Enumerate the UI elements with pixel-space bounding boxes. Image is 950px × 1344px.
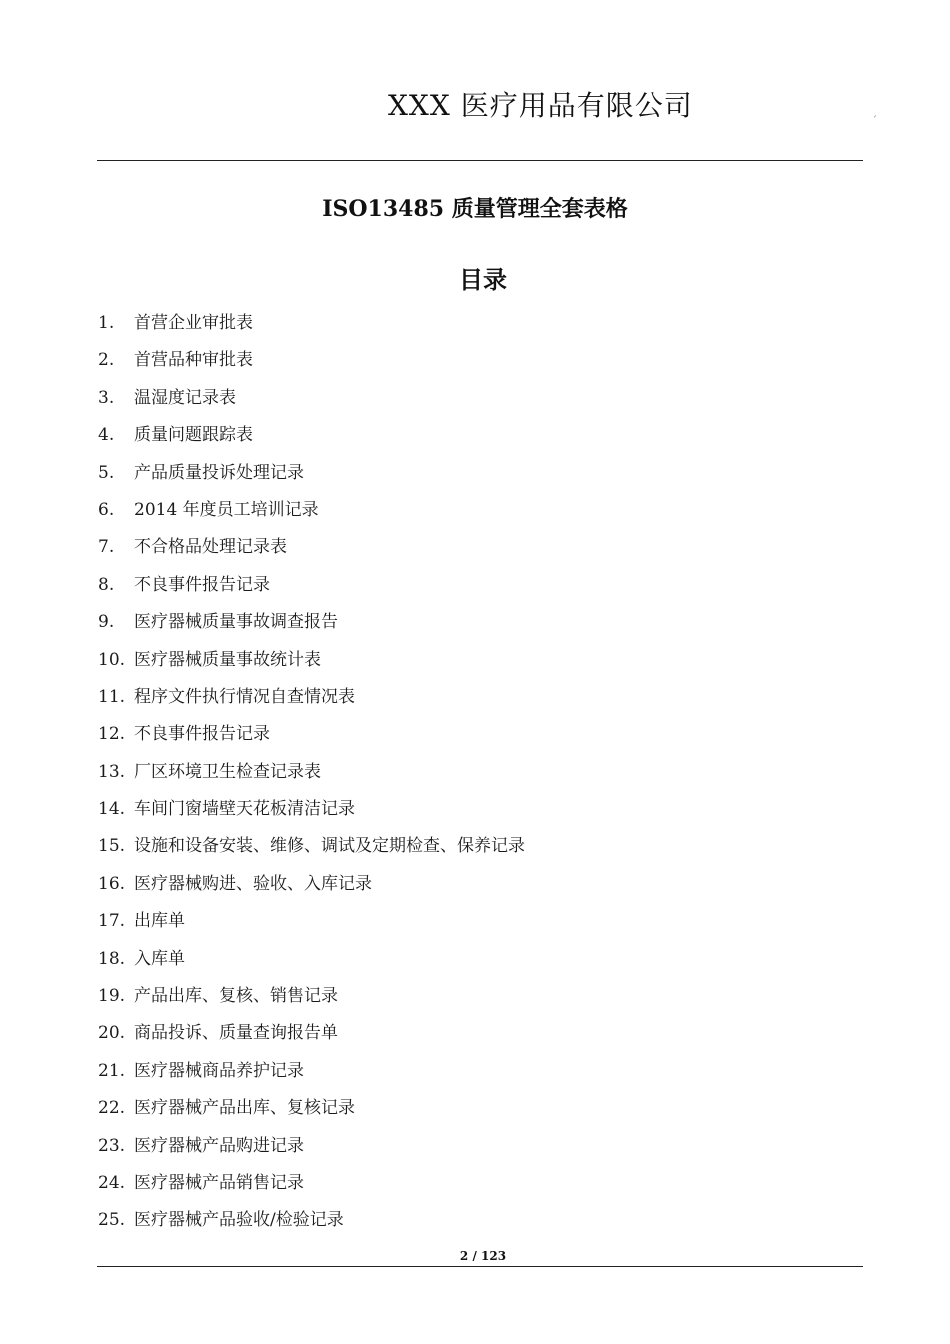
toc-item-label: 厂区环境卫生检查记录表 <box>134 761 321 782</box>
toc-item[interactable] <box>98 754 858 791</box>
toc-item-label: 不良事件报告记录 <box>134 724 270 745</box>
toc-item[interactable] <box>98 1090 858 1127</box>
toc-item[interactable] <box>98 903 858 940</box>
toc-item[interactable] <box>98 1053 858 1090</box>
toc-item[interactable] <box>98 342 858 379</box>
toc-item[interactable] <box>98 1202 858 1239</box>
toc-item[interactable] <box>98 642 858 679</box>
toc-item-number: 1. <box>98 313 115 333</box>
toc-item-number: 24. <box>98 1172 126 1193</box>
toc-item-number: 14. <box>98 799 126 820</box>
toc-item-label: 医疗器械购进、验收、入库记录 <box>134 873 372 894</box>
toc-item-label: 医疗器械产品验收/检验记录 <box>134 1210 344 1231</box>
toc-item[interactable] <box>98 716 858 753</box>
toc-item-label: 商品投诉、质量查询报告单 <box>134 1023 338 1044</box>
toc-item-number: 18. <box>98 948 126 969</box>
toc-item-label: 设施和设备安装、维修、调试及定期检查、保养记录 <box>134 836 525 857</box>
toc-item[interactable] <box>98 492 858 529</box>
toc-item-number: 13. <box>98 761 126 782</box>
table-of-contents <box>98 305 858 1240</box>
toc-item-label: 质量问题跟踪表 <box>134 425 253 446</box>
toc-item-number: 10. <box>98 649 126 670</box>
footer-divider <box>97 1266 863 1267</box>
toc-item[interactable] <box>98 941 858 978</box>
toc-item-label: 产品质量投诉处理记录 <box>134 462 304 483</box>
toc-item-label: 2014 年度员工培训记录 <box>134 499 319 520</box>
toc-item-label: 医疗器械产品购进记录 <box>134 1135 304 1156</box>
toc-item[interactable] <box>98 567 858 604</box>
toc-item[interactable] <box>98 455 858 492</box>
toc-item-number: 8. <box>98 574 115 595</box>
toc-item-number: 17. <box>98 911 126 932</box>
toc-item-number: 16. <box>98 873 126 894</box>
toc-item[interactable] <box>98 417 858 454</box>
toc-item-label: 程序文件执行情况自查情况表 <box>134 686 355 707</box>
toc-item-label: 入库单 <box>134 948 185 969</box>
toc-item-label: 医疗器械产品销售记录 <box>134 1172 304 1193</box>
toc-item-label: 医疗器械商品养护记录 <box>134 1060 304 1081</box>
toc-item-number: 4. <box>98 425 115 446</box>
toc-item[interactable] <box>98 305 858 342</box>
toc-item-number: 7. <box>98 537 115 558</box>
toc-item[interactable] <box>98 866 858 903</box>
toc-item-label: 医疗器械质量事故调查报告 <box>134 612 338 633</box>
toc-item-label: 车间门窗墙壁天花板清洁记录 <box>134 799 355 820</box>
toc-item[interactable] <box>98 978 858 1015</box>
toc-item-number: 11. <box>98 686 126 707</box>
toc-item-number: 5. <box>98 462 115 483</box>
toc-item-label: 不良事件报告记录 <box>134 574 270 595</box>
toc-item[interactable] <box>98 1165 858 1202</box>
toc-item-label: 医疗器械质量事故统计表 <box>134 649 321 670</box>
toc-item-number: 9. <box>98 612 115 633</box>
toc-heading: 目录 <box>459 265 507 294</box>
toc-item-label: 首营品种审批表 <box>134 350 253 371</box>
toc-item-number: 2. <box>98 350 115 371</box>
toc-item[interactable] <box>98 679 858 716</box>
toc-item[interactable] <box>98 828 858 865</box>
company-name: XXX 医疗用品有限公司 <box>388 89 693 122</box>
toc-item-number: 12. <box>98 724 126 745</box>
toc-item-label: 温湿度记录表 <box>134 387 236 408</box>
toc-item-number: 22. <box>98 1098 126 1119</box>
toc-item-number: 21. <box>98 1060 126 1081</box>
toc-item[interactable] <box>98 1128 858 1165</box>
toc-item-label: 医疗器械产品出库、复核记录 <box>134 1098 355 1119</box>
toc-item-number: 6. <box>98 499 115 520</box>
toc-item-number: 20. <box>98 1023 126 1044</box>
toc-item-number: 3. <box>98 387 115 408</box>
toc-item[interactable] <box>98 1015 858 1052</box>
toc-item[interactable] <box>98 529 858 566</box>
toc-item-number: 19. <box>98 986 126 1007</box>
toc-item[interactable] <box>98 791 858 828</box>
toc-item-label: 不合格品处理记录表 <box>134 537 287 558</box>
toc-item[interactable] <box>98 604 858 641</box>
toc-item-number: 15. <box>98 836 126 857</box>
toc-item-number: 25. <box>98 1210 126 1231</box>
toc-item-label: 出库单 <box>134 911 185 932</box>
toc-item[interactable] <box>98 380 858 417</box>
header-mark: ˊ <box>872 116 877 127</box>
toc-item-label: 产品出库、复核、销售记录 <box>134 986 338 1007</box>
header-divider <box>97 160 863 161</box>
toc-item-label: 首营企业审批表 <box>134 313 253 333</box>
document-title: ISO13485 质量管理全套表格 <box>322 196 628 222</box>
toc-item-number: 23. <box>98 1135 126 1156</box>
page-number: 2 / 123 <box>459 1249 507 1263</box>
